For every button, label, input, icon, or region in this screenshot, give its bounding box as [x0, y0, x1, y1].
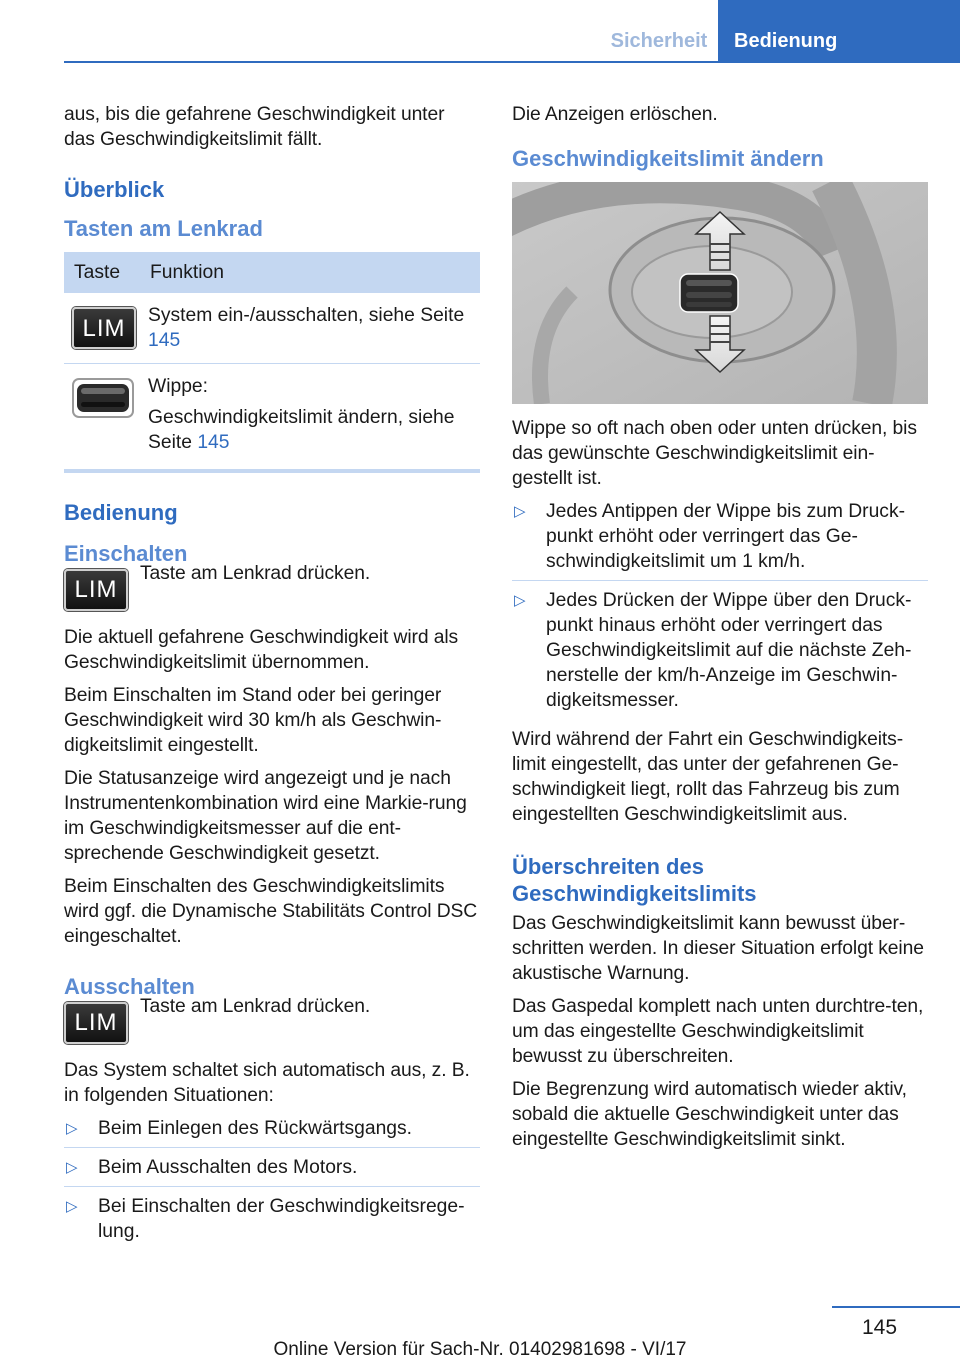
page-number: 145: [862, 1316, 898, 1339]
paragraph: Die Statusanzeige wird angezeigt und je nach Instrumentenkombination wird eine Markie‐rung im Geschwindigkeitsmesser auf die ent‐sprechende Geschwindigkeit gesetzt.: [64, 768, 467, 864]
lim-button-icon: LIM: [64, 1002, 128, 1044]
page-header: [600, 0, 960, 62]
row2-text: Geschwindigkeitslimit ändern, siehe Seite: [148, 407, 455, 453]
paragraph: Die aktuell gefahrene Geschwindigkeit wird als Geschwindigkeitslimit übernommen.: [64, 627, 459, 673]
switch-off-text: Taste am Lenkrad drücken.: [140, 996, 371, 1017]
table-row: [64, 364, 480, 472]
heading-switch-on: Einschalten: [64, 541, 188, 566]
heading-overview: Überblick: [64, 177, 165, 202]
section-tab-bedienung[interactable]: Bedienung: [718, 0, 960, 62]
page-link-145[interactable]: 145: [148, 330, 181, 351]
triangle-bullet-icon: ▷: [514, 503, 526, 520]
rocker-switch-icon: [72, 378, 134, 418]
table-header-taste: Taste: [64, 252, 148, 293]
online-version-note: Online Version für Sach-Nr. 01402981698 - VI/17: [273, 1339, 687, 1360]
paragraph: Das System schaltet sich automatisch aus, z. B. in folgenden Situationen:: [64, 1060, 470, 1106]
table-header-row: [64, 252, 480, 293]
triangle-bullet-icon: ▷: [66, 1120, 78, 1137]
heading-operation: Bedienung: [64, 500, 178, 525]
change-limit-list: [512, 499, 928, 719]
steering-wheel-rocker-photo: [512, 182, 928, 404]
list-item: ▷ Beim Ausschalten des Motors.: [64, 1155, 480, 1187]
list-item: ▷ Bei Einschalten der Geschwindigkeitsrege‐lung.: [66, 1196, 465, 1242]
footer-rule: [832, 1306, 960, 1308]
heading-switch-off: Ausschalten: [64, 974, 195, 999]
paragraph: Die Begrenzung wird automatisch wieder aktiv, sobald die aktuelle Geschwindigkeit unter das eingestellte Geschwindigkeitslimit sinkt.: [512, 1079, 907, 1150]
triangle-bullet-icon: ▷: [514, 592, 526, 609]
left-column: [64, 102, 480, 1258]
intro-paragraph: aus, bis die gefahrene Geschwindigkeit unter das Geschwindigkeitslimit fällt.: [64, 104, 445, 150]
row2-title: Wippe:: [148, 376, 209, 397]
table-cell-icon: [64, 364, 148, 472]
table-header-funktion: Funktion: [148, 252, 480, 293]
paragraph: Wird während der Fahrt ein Geschwindigkeits‐limit eingestellt, das unter der gefahrenen Ge‐schwindigkeit liegt, rollt das Fahrzeug bis zum eingestellten Geschwindigkeitslimit aus.: [512, 729, 904, 825]
list-item: ▷ Jedes Antippen der Wippe bis zum Druck‐punkt erhöht oder verringert das Ge‐schwindigkeitslimit um 1 km/h.: [512, 499, 928, 581]
heading-exceed-limit: Überschreiten des Geschwindigkeitslimits: [512, 854, 757, 906]
table-cell-icon: [64, 293, 148, 364]
header-rule: [64, 61, 960, 63]
triangle-bullet-icon: ▷: [66, 1198, 78, 1215]
heading-steering-buttons: Tasten am Lenkrad: [64, 216, 263, 241]
section-tab-sicherheit[interactable]: Sicherheit: [610, 30, 708, 52]
switch-off-instruction: [64, 996, 480, 1044]
paragraph: Die Anzeigen erlöschen.: [512, 104, 718, 125]
paragraph: Das Gaspedal komplett nach unten durchtre‐ten, um das eingestellte Geschwindigkeitslimit bewusst zu überschreiten.: [512, 996, 924, 1067]
triangle-bullet-icon: ▷: [66, 1159, 78, 1176]
table-cell-function: [148, 293, 480, 364]
lim-button-icon: LIM: [64, 569, 128, 611]
list-item: ▷ Beim Einlegen des Rückwärtsgangs.: [64, 1116, 480, 1148]
right-column: [512, 102, 928, 1160]
auto-off-list: [64, 1116, 480, 1250]
lim-button-icon: LIM: [72, 307, 136, 349]
paragraph: Das Geschwindigkeitslimit kann bewusst über‐schritten werden. In dieser Situation erfolgt keine akustische Warnung.: [512, 913, 924, 984]
paragraph: Beim Einschalten des Geschwindigkeitslimits wird ggf. die Dynamische Stabilitäts Control DSC eingeschaltet.: [64, 876, 478, 947]
buttons-table: [64, 252, 480, 473]
switch-on-text: Taste am Lenkrad drücken.: [140, 563, 371, 584]
list-item: ▷ Jedes Drücken der Wippe über den Druck‐punkt hinaus erhöht oder verringert das Geschwindigkeitslimit auf die nächste Zeh‐nerstelle der km/h-Anzeige im Geschwin‐digkeitsmesser.: [514, 590, 912, 711]
table-cell-function: [148, 364, 480, 472]
heading-change-limit: Geschwindigkeitslimit ändern: [512, 146, 824, 171]
row1-text: System ein-/ausschalten, siehe Seite: [148, 305, 465, 326]
paragraph: Beim Einschalten im Stand oder bei geringer Geschwindigkeit wird 30 km/h als Geschwin‐digkeitslimit eingestellt.: [64, 685, 442, 756]
table-row: [64, 293, 480, 364]
page-link-145[interactable]: 145: [197, 432, 230, 453]
paragraph: Wippe so oft nach oben oder unten drücken, bis das gewünschte Geschwindigkeitslimit ein‐gestellt ist.: [512, 418, 917, 489]
switch-on-instruction: [64, 563, 480, 611]
